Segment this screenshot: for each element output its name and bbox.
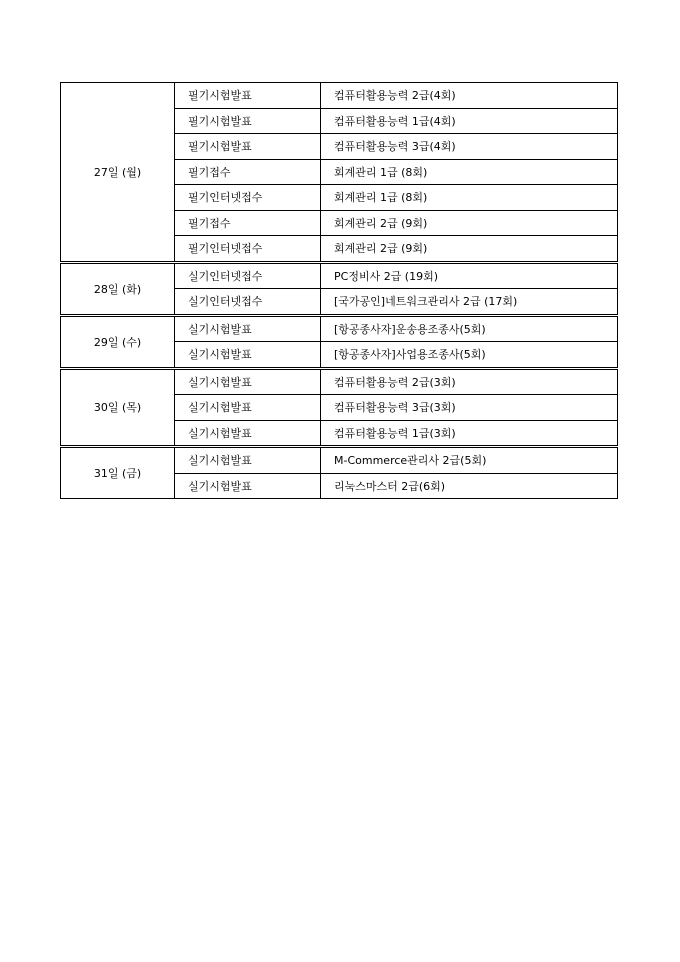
exam-type-cell: 실기인터넷접수 [175,262,321,289]
date-cell: 29일 (수) [61,315,175,368]
exam-name-cell: 컴퓨터활용능력 1급(4회) [321,108,618,134]
exam-name-cell: 컴퓨터활용능력 2급(3회) [321,368,618,395]
exam-type-cell: 필기인터넷접수 [175,185,321,211]
exam-type-cell: 실기시험발표 [175,420,321,447]
exam-type-cell: 필기인터넷접수 [175,236,321,263]
exam-name-cell: 컴퓨터활용능력 1급(3회) [321,420,618,447]
exam-type-cell: 실기시험발표 [175,473,321,499]
exam-name-cell: [항공종사자]사업용조종사(5회) [321,342,618,369]
exam-name-cell: 리눅스마스터 2급(6회) [321,473,618,499]
exam-type-cell: 실기시험발표 [175,342,321,369]
date-cell: 28일 (화) [61,262,175,315]
exam-type-cell: 실기인터넷접수 [175,289,321,316]
exam-type-cell: 실기시험발표 [175,368,321,395]
date-cell: 31일 (금) [61,447,175,499]
exam-name-cell: [국가공인]네트워크관리사 2급 (17회) [321,289,618,316]
exam-type-cell: 실기시험발표 [175,395,321,421]
exam-name-cell: PC정비사 2급 (19회) [321,262,618,289]
exam-type-cell: 필기시험발표 [175,134,321,160]
exam-name-cell: M-Commerce관리사 2급(5회) [321,447,618,474]
exam-name-cell: 회계관리 2급 (9회) [321,236,618,263]
exam-name-cell: [항공종사자]운송용조종사(5회) [321,315,618,342]
exam-schedule-table [60,82,618,499]
exam-name-cell: 회계관리 1급 (8회) [321,159,618,185]
date-cell: 27일 (월) [61,83,175,263]
schedule-row [61,447,618,474]
exam-name-cell: 회계관리 2급 (9회) [321,210,618,236]
exam-type-cell: 필기접수 [175,210,321,236]
exam-type-cell: 실기시험발표 [175,447,321,474]
exam-type-cell: 필기접수 [175,159,321,185]
exam-schedule-body [61,83,618,499]
exam-type-cell: 필기시험발표 [175,83,321,109]
exam-type-cell: 실기시험발표 [175,315,321,342]
exam-name-cell: 회계관리 1급 (8회) [321,185,618,211]
exam-name-cell: 컴퓨터활용능력 3급(4회) [321,134,618,160]
schedule-row [61,368,618,395]
exam-name-cell: 컴퓨터활용능력 3급(3회) [321,395,618,421]
exam-type-cell: 필기시험발표 [175,108,321,134]
schedule-row [61,262,618,289]
date-cell: 30일 (목) [61,368,175,447]
exam-name-cell: 컴퓨터활용능력 2급(4회) [321,83,618,109]
schedule-row [61,83,618,109]
schedule-row [61,315,618,342]
